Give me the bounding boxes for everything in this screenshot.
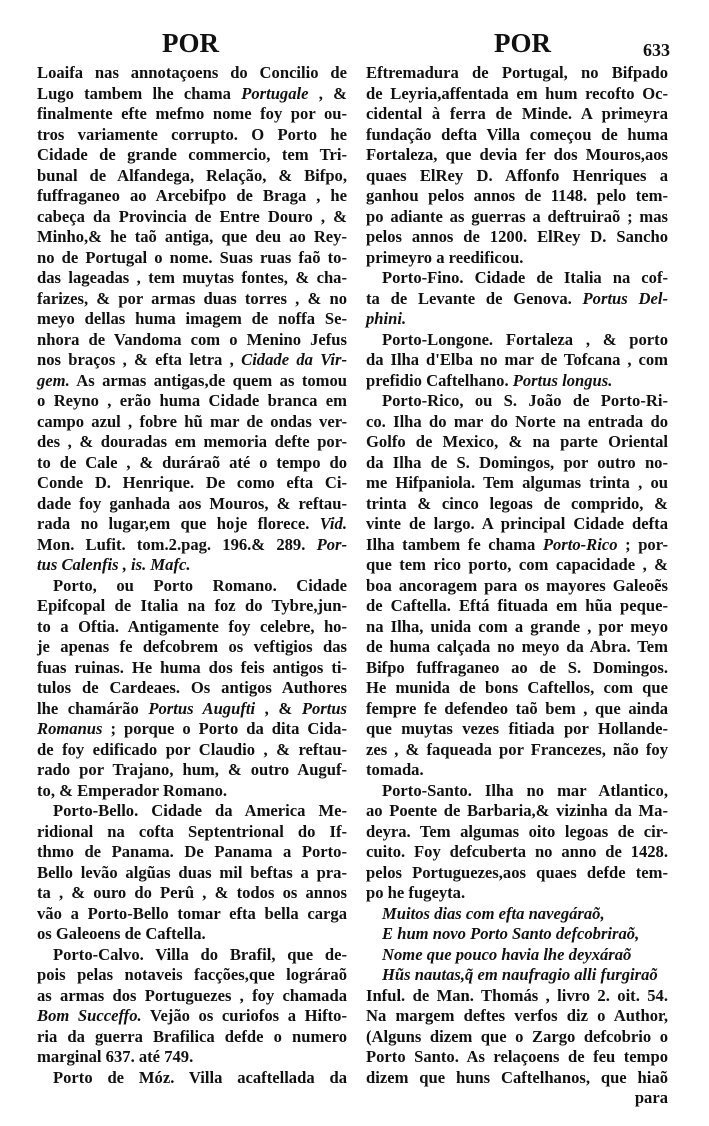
- right-text-line: Porto-Fino. Cidade de Italia na cof-: [382, 268, 668, 287]
- right-text-line: po adiante as guerras a deftruiraõ ; mas: [366, 206, 668, 226]
- right-text-line: Ilha tambem fe chama Porto-Rico ; por-: [366, 534, 669, 554]
- right-text-line: E hum novo Porto Santo defcobriraõ,: [382, 924, 640, 943]
- left-text-line: Mon. Lufit. tom.2.pag. 196.& 289. Por-: [37, 534, 347, 554]
- right-text-line: Nome que pouco havia lhe deyxáraõ: [382, 944, 632, 964]
- right-text-column: [366, 63, 668, 1109]
- left-text-line: tus Calenfis , is. Mafc.: [37, 555, 191, 574]
- left-text-line: rado por Trajano, hum, & outro Auguf-: [37, 760, 347, 779]
- right-text-line: dizem que huns Caftelhanos, que hiaõ: [366, 1067, 668, 1087]
- right-text-line: que muytas vezes fitiada por Hollande-: [366, 719, 668, 738]
- left-text-line: rada no lugar,em que hoje florece. Vid.: [37, 514, 347, 533]
- right-text-line: Na margem deftes verfos diz o Author,: [366, 1006, 668, 1025]
- right-text-line: da Ilha de S. Domingos, por outro no-: [366, 452, 668, 472]
- right-text-line: pelos Portuguezes,aos quaes defde tem-: [366, 862, 668, 882]
- right-text-line: primeyro a reedificou.: [366, 247, 524, 267]
- left-text-line: Loaifa nas annotaçoens do Concilio de: [37, 63, 347, 82]
- right-text-line: trinta & cinco legoas de comprido, &: [366, 493, 668, 513]
- running-head-left: POR: [162, 28, 219, 58]
- left-text-line: Lugo tambem lhe chama Portugale , &: [37, 83, 347, 103]
- right-text-line: He munida de bons Caftellos, com que: [366, 678, 668, 697]
- right-text-line: vinte de largo. A principal Cidade defta: [366, 514, 668, 533]
- left-text-line: as armas dos Portuguezes , foy chamada: [37, 985, 347, 1005]
- left-text-line: ria da guerra Brafilica defde o numero: [37, 1026, 347, 1046]
- right-text-line: Bifpo fuffraganeo ao de S. Domingos.: [366, 657, 668, 677]
- left-text-line: vão a Porto-Bello tomar efta bella carga: [37, 903, 347, 923]
- left-text-line: to, & Emperador Romano.: [37, 780, 228, 800]
- left-text-line: marginal 637. até 749.: [37, 1047, 194, 1066]
- left-text-line: Porto-Bello. Cidade da America Me-: [53, 801, 347, 820]
- right-text-line: Eftremadura de Portugal, no Bifpado: [366, 63, 668, 82]
- right-text-line: de Caftella. Eftá fituada em hũa peque-: [366, 596, 668, 615]
- left-text-line: je apenas fe defcobrem os veftigios das: [37, 637, 347, 656]
- right-text-line: fempre fe defendeo taõ bem , que ainda: [366, 698, 668, 718]
- right-text-line: Muitos dias com efta navegáraõ,: [382, 903, 605, 923]
- right-text-line: de huma calçada no meyo da Abra. Tem: [366, 637, 668, 656]
- left-text-line: Porto-Calvo. Villa do Brafil, que de-: [53, 944, 347, 964]
- left-text-line: Romanus ; porque o Porto da dita Cida-: [37, 719, 347, 738]
- right-text-line: phini.: [366, 309, 407, 328]
- left-text-column: [37, 63, 347, 1088]
- left-text-line: Bello levão algũas duas mil beftas a pra-: [37, 862, 347, 882]
- left-text-line: thmo de Panama. De Panama a Porto-: [37, 842, 347, 861]
- right-text-line: para: [634, 1088, 668, 1107]
- right-text-line: zes , & faqueada por Francezes, não foy: [366, 739, 668, 759]
- right-text-line: Porto-Santo. Ilha no mar Atlantico,: [382, 780, 668, 800]
- left-text-line: Porto de Móz. Villa acaftellada da: [53, 1067, 347, 1087]
- left-text-line: fuffraganeo ao Arcebifpo de Braga , he: [37, 186, 347, 205]
- right-text-line: tomada.: [366, 760, 424, 779]
- left-text-line: to a Oftia. Antigamente foy celebre, ho-: [37, 616, 347, 636]
- right-text-line: pelos annos de 1200. ElRey D. Sancho: [366, 227, 668, 246]
- left-text-line: ridional na cofta Septentrional do If-: [37, 821, 347, 841]
- left-text-line: des , & douradas em memoria defte por-: [37, 432, 347, 451]
- right-text-line: Hũs nautas,q̃ em naufragio alli furgiraõ: [382, 965, 658, 984]
- left-text-line: Minho,& he taõ antiga, que deu ao Rey-: [37, 227, 347, 246]
- right-text-line: cidental à ferra de Minde. A primeyra: [366, 104, 668, 123]
- left-text-line: Bom Succeffo. Vejão os curiofos a Hifto-: [37, 1006, 348, 1025]
- page-number: 633: [643, 40, 670, 60]
- left-text-line: das lageadas , tem muytas fontes, & cha-: [37, 268, 347, 287]
- right-text-line: ta de Levante de Genova. Portus Del-: [366, 288, 668, 308]
- right-text-line: Porto Santo. As relaçoens de feu tempo: [366, 1047, 668, 1066]
- left-text-line: no de Portugal o nome. Suas ruas faõ to-: [37, 247, 347, 267]
- left-text-line: tulos de Cardeaes. Os antigos Authores: [37, 678, 347, 697]
- right-text-line: de Leyria,affentada em hum recofto Oc-: [366, 83, 668, 103]
- left-text-line: meyo dellas huma imagem de noffa Se-: [37, 309, 347, 328]
- right-text-line: fundação defta Villa começou de huma: [366, 124, 668, 144]
- left-text-line: Cidade de grande commercio, tem Tri-: [37, 145, 347, 164]
- right-text-line: na Ilha, unida com a grande , por meyo: [366, 616, 668, 636]
- left-text-line: to de Cale , & duráraõ até o tempo do: [37, 452, 347, 472]
- right-text-line: Fortaleza, que devia fer dos Mouros,aos: [366, 145, 668, 164]
- left-text-line: tros variamente corrupto. O Porto he: [37, 124, 347, 144]
- right-text-line: ganhou pelos annos de 1148. pelo tem-: [366, 186, 668, 205]
- left-text-line: campo azul , fobre hũ mar de ondas ver-: [37, 411, 347, 431]
- right-text-line: ao Poente de Barbaria,& vizinha da Ma-: [366, 801, 668, 820]
- left-text-line: fuas ruinas. He huma dos feis antigos ti-: [37, 657, 347, 677]
- left-text-line: bunal de Alfandega, Relação, & Bifpo,: [37, 165, 347, 185]
- left-text-line: dade foy ganhada aos Mouros, & reftau-: [37, 493, 347, 513]
- right-text-line: Porto-Rico, ou S. João de Porto-Ri-: [382, 391, 668, 410]
- left-text-line: o Reyno , erão huma Cidade branca em: [37, 391, 347, 410]
- left-text-line: de foy edificado por Claudio , & reftau-: [37, 739, 347, 759]
- left-text-line: lhe chamárão Portus Augufti , & Portus: [37, 698, 347, 718]
- left-text-line: ta , & ouro do Perû , & todos os annos: [37, 883, 347, 902]
- right-text-line: me Hifpaniola. Tem algumas trinta , ou: [366, 473, 668, 492]
- left-text-line: Porto, ou Porto Romano. Cidade: [53, 575, 347, 595]
- right-text-line: da Ilha d'Elba no mar de Tofcana , com: [366, 350, 668, 369]
- left-text-line: gem. As armas antigas,de quem as tomou: [37, 370, 347, 390]
- left-text-line: finalmente efte mefmo nome foy por ou-: [37, 104, 347, 123]
- running-head-right: POR: [494, 28, 551, 58]
- right-text-line: boa ancoragem para os mayores Galeoẽs: [366, 575, 668, 595]
- right-text-line: po he fugeyta.: [366, 883, 466, 902]
- right-text-line: co. Ilha do mar do Norte na entrada do: [366, 411, 668, 431]
- left-text-line: pois pelas notaveis facções,que lográraõ: [37, 965, 347, 984]
- left-text-line: nos braços , & efta letra , Cidade da Vir-: [37, 350, 348, 369]
- left-text-line: Conde D. Henrique. De como efta Ci-: [37, 473, 347, 492]
- right-text-line: quaes ElRey D. Affonfo Henriques a: [366, 165, 668, 185]
- right-text-line: deyra. Tem algumas oito legoas de cir-: [366, 821, 668, 841]
- left-text-line: nhora de Vandoma com o Menino Jefus: [37, 329, 347, 349]
- right-text-line: cuito. Foy defcuberta no anno de 1428.: [366, 842, 668, 861]
- right-text-line: Porto-Longone. Fortaleza , & porto: [382, 329, 668, 349]
- left-text-line: Epifcopal de Italia na foz do Tybre,jun-: [37, 596, 347, 615]
- left-text-line: cabeça da Provincia de Entre Douro , &: [37, 206, 347, 226]
- right-text-line: Golfo de Mexico, & na parte Oriental: [366, 432, 668, 451]
- right-text-line: Inful. de Man. Thomás , livro 2. oit. 54.: [366, 985, 668, 1005]
- right-text-line: (Alguns dizem que o Zargo defcobrio o: [366, 1026, 668, 1046]
- left-text-line: os Galeoens de Caftella.: [37, 924, 206, 943]
- right-text-line: que tem rico porto, com capacidade , &: [366, 555, 668, 574]
- left-text-line: farizes, & por armas duas torres , & no: [37, 288, 347, 308]
- right-text-line: prefidio Caftelhano. Portus longus.: [366, 370, 613, 390]
